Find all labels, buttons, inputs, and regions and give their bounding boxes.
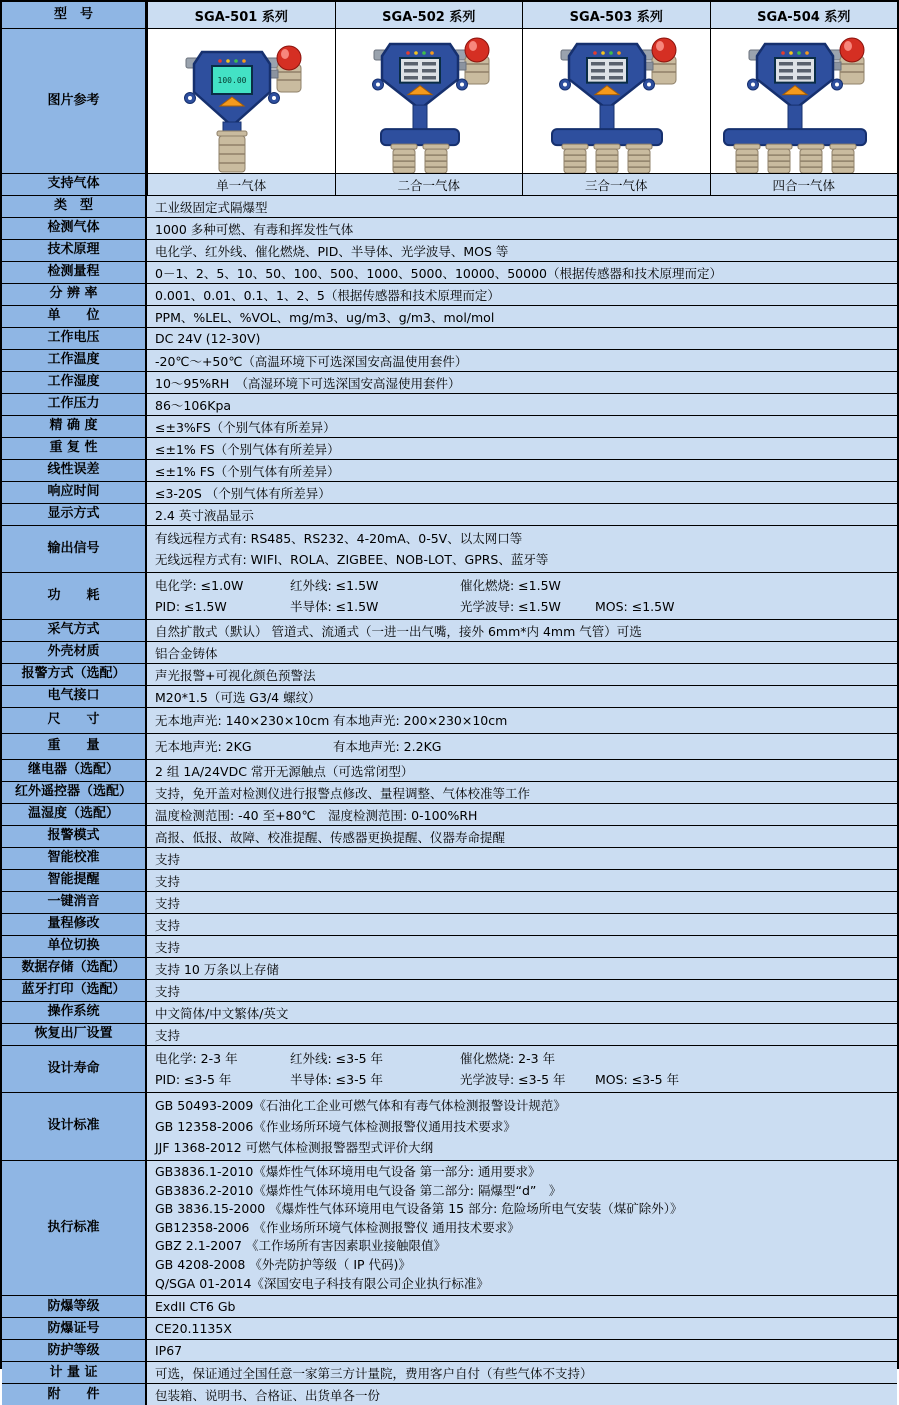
row-value-text: 支持，免开盖对检测仪进行报警点修改、量程调整、气体校准等工作 — [155, 785, 531, 801]
row-value — [147, 350, 897, 371]
spec-row — [2, 781, 897, 803]
row-value — [147, 870, 897, 891]
row-value-line: GB3836.1-2010《爆炸性气体环境用电气设备 第一部分: 通用要求》 — [155, 1164, 541, 1179]
gas-type-value: 四合一气体 — [710, 174, 898, 195]
row-label: 计 量 证 — [2, 1362, 147, 1383]
spec-row — [2, 217, 897, 239]
row-value-lines — [147, 526, 897, 572]
header-row — [2, 2, 897, 28]
row-value — [147, 914, 897, 935]
row-value-grid — [147, 708, 897, 733]
row-label: 继电器（选配） — [2, 760, 147, 781]
row-value — [147, 1296, 897, 1317]
row-value — [147, 284, 897, 305]
spec-row — [2, 1383, 897, 1405]
row-value-text: 可选，保证通过全国任意一家第三方计量院，费用客户自付（有些气体不支持） — [155, 1365, 593, 1381]
row-value-text: 自然扩散式（默认） 管道式、流通式（一进一出气嘴，接外 6mm*内 4mm 气管）可选 — [155, 623, 642, 639]
spec-row — [2, 415, 897, 437]
row-label: 类 型 — [2, 196, 147, 217]
row-value — [147, 620, 897, 641]
gas-type-value: 三合一气体 — [522, 174, 710, 195]
spec-row — [2, 1092, 897, 1160]
row-label: 红外遥控器（选配） — [2, 782, 147, 803]
row-value-cell: 光学波导: ≤1.5W — [460, 599, 561, 614]
spec-row — [2, 707, 897, 733]
row-value-text: 0－1、2、5、10、50、100、500、1000、5000、10000、50000（根据传感器和技术原理而定） — [155, 265, 722, 281]
row-value-text: ≤±1% FS（个别气体有所差异） — [155, 441, 340, 457]
row-value-text: 支持 — [155, 873, 181, 889]
row-value-text: 铝合金铸体 — [155, 645, 218, 661]
spec-row — [2, 847, 897, 869]
spec-row — [2, 459, 897, 481]
row-label: 报警模式 — [2, 826, 147, 847]
spec-row — [2, 349, 897, 371]
image-row — [2, 28, 897, 173]
model-row-label: 型 号 — [2, 2, 147, 28]
row-value-line: 无线远程方式有: WIFI、ROLA、ZIGBEE、NOB-LOT、GPRS、蓝牙等 — [155, 552, 549, 567]
row-label: 检测气体 — [2, 218, 147, 239]
row-value-line — [155, 1069, 889, 1090]
spec-row — [2, 957, 897, 979]
row-label: 工作压力 — [2, 394, 147, 415]
row-value-line — [155, 710, 889, 731]
row-value — [147, 686, 897, 707]
spec-row — [2, 663, 897, 685]
device-image-cell — [335, 29, 523, 173]
row-label: 设计寿命 — [2, 1046, 147, 1092]
row-value-cell: MOS: ≤3-5 年 — [595, 1072, 680, 1087]
gas-row-label: 支持气体 — [2, 174, 147, 195]
row-value — [147, 460, 897, 481]
spec-row — [2, 371, 897, 393]
row-label: 工作温度 — [2, 350, 147, 371]
row-value-grid — [147, 734, 897, 759]
spec-row — [2, 393, 897, 415]
row-value-text: 工业级固定式隔爆型 — [155, 199, 268, 215]
row-value-text: 2 组 1A/24VDC 常开无源触点（可选常闭型） — [155, 763, 414, 779]
row-value-cell — [595, 1048, 889, 1069]
row-label: 执行标准 — [2, 1161, 147, 1295]
model-header-4: SGA-504 系列 — [710, 2, 898, 28]
spec-row — [2, 572, 897, 619]
spec-row — [2, 1160, 897, 1295]
row-value-text: 电化学、红外线、催化燃烧、PID、半导体、光学波导、MOS 等 — [155, 243, 509, 259]
spec-row — [2, 685, 897, 707]
row-value — [147, 1384, 897, 1405]
row-value-line — [155, 575, 889, 596]
gas-row — [2, 173, 897, 195]
row-label: 工作电压 — [2, 328, 147, 349]
spec-row — [2, 195, 897, 217]
row-value-cell: 光学波导: ≤3-5 年 — [460, 1072, 566, 1087]
device-image-cell — [710, 29, 898, 173]
spec-row — [2, 733, 897, 759]
row-value — [147, 196, 897, 217]
row-value — [147, 372, 897, 393]
row-value-cell: 红外线: ≤1.5W — [290, 578, 379, 593]
gas-type-value: 二合一气体 — [335, 174, 523, 195]
row-label: 外壳材质 — [2, 642, 147, 663]
device-image-sga-504 — [711, 30, 897, 173]
row-value-text: 0.001、0.01、0.1、1、2、5（根据传感器和技术原理而定） — [155, 287, 500, 303]
row-value — [147, 306, 897, 327]
row-value-grid — [147, 1046, 897, 1092]
row-value-lines — [147, 1093, 897, 1160]
row-value — [147, 958, 897, 979]
row-label: 精 确 度 — [2, 416, 147, 437]
row-value — [147, 848, 897, 869]
row-label: 显示方式 — [2, 504, 147, 525]
row-value — [147, 416, 897, 437]
model-header-1: SGA-501 系列 — [147, 2, 335, 28]
row-label: 操作系统 — [2, 1002, 147, 1023]
row-value-line: GB 12358-2006《作业场所环境气体检测报警仪通用技术要求》 — [155, 1119, 516, 1134]
row-value-cell: 有本地声光: 2.2KG — [333, 739, 442, 754]
row-label: 电气接口 — [2, 686, 147, 707]
row-value-text: DC 24V (12-30V) — [155, 331, 261, 346]
device-image-sga-502 — [336, 30, 522, 173]
row-label: 检测量程 — [2, 262, 147, 283]
spec-row — [2, 305, 897, 327]
device-image-sga-503 — [523, 30, 709, 173]
row-value-text: 声光报警+可视化颜色预警法 — [155, 667, 316, 683]
row-value-text: 86～106Kpa — [155, 397, 232, 413]
device-image-cell — [522, 29, 710, 173]
row-value-cell: 电化学: 2-3 年 — [155, 1051, 238, 1066]
row-value-text: 10～95%RH （高湿环境下可选深国安高湿使用套件） — [155, 375, 461, 391]
row-label: 量程修改 — [2, 914, 147, 935]
spec-row — [2, 825, 897, 847]
spec-row — [2, 239, 897, 261]
row-value-text: 支持 — [155, 1027, 181, 1043]
row-value-line: GB 50493-2009《石油化工企业可燃气体和有毒气体检测报警设计规范》 — [155, 1098, 566, 1113]
row-label: 功 耗 — [2, 573, 147, 619]
row-label: 分 辨 率 — [2, 284, 147, 305]
row-value-cell: MOS: ≤1.5W — [595, 599, 675, 614]
row-value-grid — [147, 573, 897, 619]
spec-row — [2, 1295, 897, 1317]
row-value-cell: PID: ≤1.5W — [155, 599, 227, 614]
row-label: 单位切换 — [2, 936, 147, 957]
row-value-cell: 半导体: ≤1.5W — [290, 599, 379, 614]
model-header-2: SGA-502 系列 — [335, 2, 523, 28]
spec-row — [2, 759, 897, 781]
row-label: 线性误差 — [2, 460, 147, 481]
row-value-cell: 有本地声光: 200×230×10cm — [333, 713, 508, 728]
row-value — [147, 892, 897, 913]
row-value-text: ≤3-20S （个别气体有所差异） — [155, 485, 331, 501]
row-value-line — [155, 596, 889, 617]
row-value — [147, 980, 897, 1001]
row-value-line: Q/SGA 01-2014《深国安电子科技有限公司企业执行标准》 — [155, 1275, 489, 1291]
spec-row — [2, 481, 897, 503]
row-value-text: CE20.1135X — [155, 1321, 232, 1337]
row-value — [147, 826, 897, 847]
spec-row — [2, 1317, 897, 1339]
spec-row — [2, 891, 897, 913]
row-label: 设计标准 — [2, 1093, 147, 1160]
image-row-label: 图片参考 — [2, 29, 147, 173]
row-value — [147, 664, 897, 685]
spec-row — [2, 327, 897, 349]
row-value-text: ExdII CT6 Gb — [155, 1299, 236, 1315]
spec-row — [2, 261, 897, 283]
spec-row — [2, 979, 897, 1001]
row-value-text: M20*1.5（可选 G3/4 螺纹） — [155, 689, 321, 705]
row-label: 数据存储（选配） — [2, 958, 147, 979]
row-value-cell: 无本地声光: 140×230×10cm — [155, 713, 330, 728]
row-value — [147, 1362, 897, 1383]
spec-row — [2, 803, 897, 825]
row-value — [147, 218, 897, 239]
row-value-text: 高报、低报、故障、校准提醒、传感器更换提醒、仪器寿命提醒 — [155, 829, 506, 845]
row-value-cell — [595, 575, 889, 596]
row-value-text: ≤±1% FS（个别气体有所差异） — [155, 463, 340, 479]
row-label: 技术原理 — [2, 240, 147, 261]
row-value-line: GB12358-2006 《作业场所环境气体检测报警仪 通用技术要求》 — [155, 1219, 520, 1235]
row-label: 温湿度（选配） — [2, 804, 147, 825]
row-value-text: 包装箱、说明书、合格证、出货单各一份 — [155, 1387, 381, 1403]
device-image-sga-501 — [148, 30, 334, 173]
spec-row — [2, 913, 897, 935]
spec-row — [2, 1339, 897, 1361]
row-value-text: 支持 — [155, 983, 181, 999]
spec-row — [2, 1361, 897, 1383]
spec-row — [2, 1045, 897, 1092]
row-value-cell: 电化学: ≤1.0W — [155, 578, 244, 593]
row-value-line: GB3836.2-2010《爆炸性气体环境用电气设备 第二部分: 隔爆型“d” 》 — [155, 1182, 562, 1198]
row-label: 工作湿度 — [2, 372, 147, 393]
row-label: 一键消音 — [2, 892, 147, 913]
row-value — [147, 240, 897, 261]
spec-row — [2, 935, 897, 957]
row-label: 防爆证号 — [2, 1318, 147, 1339]
row-label: 重 量 — [2, 734, 147, 759]
row-value-line: GB 3836.15-2000 《爆炸性气体环境用电气设备第 15 部分: 危险场所电气安装（煤矿除外）》 — [155, 1201, 683, 1217]
row-value — [147, 1340, 897, 1361]
spec-row — [2, 525, 897, 572]
svg-text:100.00: 100.00 — [217, 75, 247, 85]
device-image-cell — [147, 29, 335, 173]
row-value-text: 支持 — [155, 851, 181, 867]
row-value-cell: 催化燃烧: 2-3 年 — [460, 1051, 556, 1066]
row-label: 蓝牙打印（选配） — [2, 980, 147, 1001]
row-value-line — [155, 1048, 889, 1069]
row-value — [147, 394, 897, 415]
gas-type-value: 单一气体 — [147, 174, 335, 195]
row-label: 防爆等级 — [2, 1296, 147, 1317]
row-value-text: 支持 — [155, 939, 181, 955]
row-value-text: 1000 多种可燃、有毒和挥发性气体 — [155, 221, 354, 237]
row-value — [147, 1318, 897, 1339]
row-value — [147, 936, 897, 957]
row-value-text: 中文简体/中文繁体/英文 — [155, 1005, 289, 1021]
row-value — [147, 504, 897, 525]
row-value — [147, 804, 897, 825]
row-value-lines — [147, 1161, 897, 1295]
row-value-cell: 红外线: ≤3-5 年 — [290, 1051, 384, 1066]
spec-row — [2, 1023, 897, 1045]
row-value-text: 温度检测范围: -40 至+80℃ 湿度检测范围: 0-100%RH — [155, 807, 478, 823]
row-label: 响应时间 — [2, 482, 147, 503]
row-label: 智能提醒 — [2, 870, 147, 891]
row-label: 智能校准 — [2, 848, 147, 869]
spec-row — [2, 869, 897, 891]
row-label: 附 件 — [2, 1384, 147, 1405]
row-label: 重 复 性 — [2, 438, 147, 459]
row-value — [147, 262, 897, 283]
row-label: 输出信号 — [2, 526, 147, 572]
row-label: 恢复出厂设置 — [2, 1024, 147, 1045]
spec-row — [2, 619, 897, 641]
row-value — [147, 782, 897, 803]
row-value-text: -20℃～+50℃（高温环境下可选深国安高温使用套件） — [155, 353, 468, 369]
row-label: 采气方式 — [2, 620, 147, 641]
row-value-text: ≤±3%FS（个别气体有所差异） — [155, 419, 336, 435]
model-header-3: SGA-503 系列 — [522, 2, 710, 28]
row-value-text: 支持 10 万条以上存储 — [155, 961, 279, 977]
row-value-text: 支持 — [155, 895, 181, 911]
row-value-cell: 半导体: ≤3-5 年 — [290, 1072, 384, 1087]
row-value-cell: 催化燃烧: ≤1.5W — [460, 578, 561, 593]
row-label: 报警方式（选配） — [2, 664, 147, 685]
spec-row — [2, 1001, 897, 1023]
row-value-cell: 无本地声光: 2KG — [155, 739, 252, 754]
row-value-text: 2.4 英寸液晶显示 — [155, 507, 254, 523]
spec-row — [2, 641, 897, 663]
row-value-line: GB 4208-2008 《外壳防护等级（ IP 代码)》 — [155, 1256, 411, 1272]
row-value-line: JJF 1368-2012 可燃气体检测报警器型式评价大纲 — [155, 1140, 434, 1155]
row-label: 尺 寸 — [2, 708, 147, 733]
spec-row — [2, 283, 897, 305]
row-value-text: 支持 — [155, 917, 181, 933]
row-value-text: IP67 — [155, 1343, 183, 1359]
row-value — [147, 328, 897, 349]
row-value-text: PPM、%LEL、%VOL、mg/m3、ug/m3、g/m3、mol/mol — [155, 309, 495, 325]
row-value — [147, 438, 897, 459]
spec-row — [2, 503, 897, 525]
row-value — [147, 1002, 897, 1023]
spec-row — [2, 437, 897, 459]
row-value-line: 有线远程方式有: RS485、RS232、4-20mA、0-5V、以太网口等 — [155, 531, 523, 546]
row-label: 防护等级 — [2, 1340, 147, 1361]
row-value-line: GBZ 2.1-2007 《工作场所有害因素职业接触限值》 — [155, 1238, 446, 1254]
row-value — [147, 482, 897, 503]
row-label: 单 位 — [2, 306, 147, 327]
row-value — [147, 642, 897, 663]
row-value — [147, 1024, 897, 1045]
row-value-cell: PID: ≤3-5 年 — [155, 1072, 232, 1087]
row-value — [147, 760, 897, 781]
row-value-line — [155, 736, 889, 757]
